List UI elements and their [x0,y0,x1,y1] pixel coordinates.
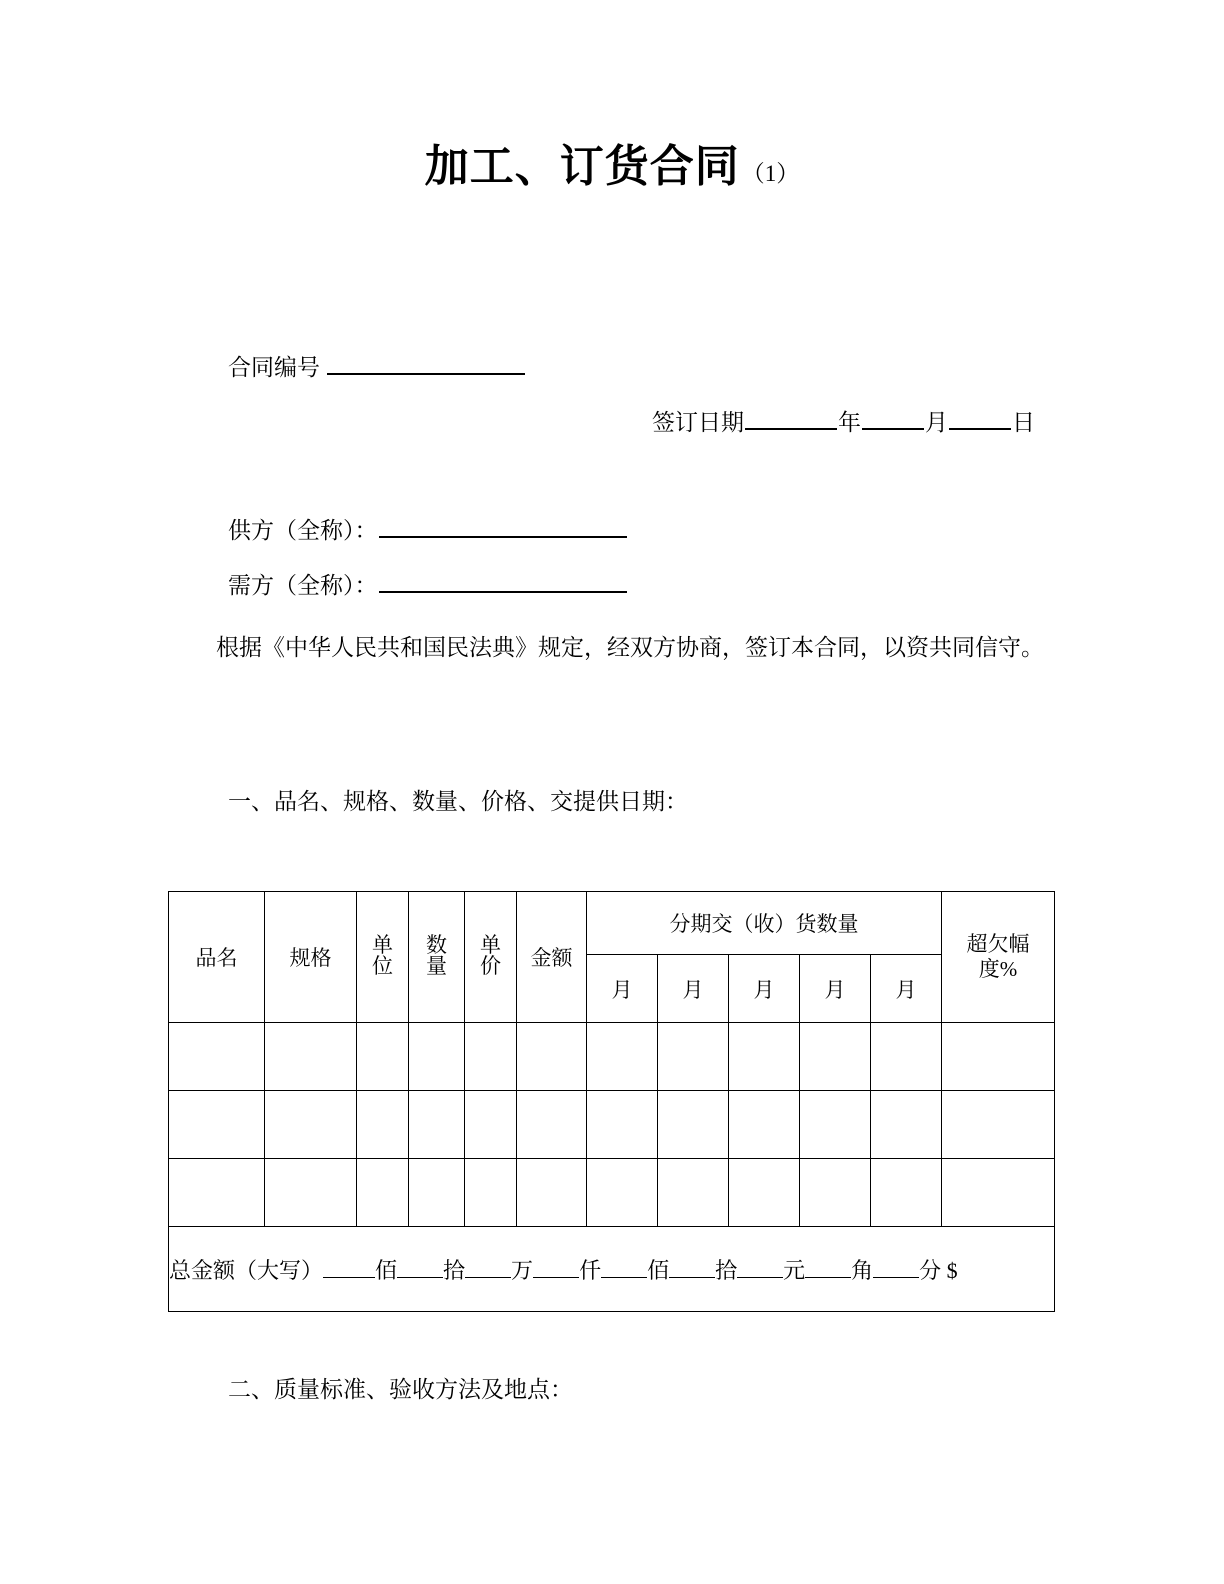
page-title-suffix: （1） [741,161,800,186]
table-total-row [169,1227,1055,1312]
buyer-name-field[interactable] [379,571,627,593]
total-field-bai-1[interactable] [323,1259,375,1278]
cell-month-2[interactable] [658,1159,729,1227]
month-unit-label: 月 [925,410,948,435]
page-title-main: 加工、订货合同 [424,141,740,192]
contract-preamble-paragraph: 根据《中华人民共和国民法典》规定，经双方协商，签订本合同，以资共同信守。 [216,635,1044,660]
currency-symbol: $ [946,1257,958,1283]
cell-month-4[interactable] [800,1023,871,1091]
cell-quantity[interactable] [409,1023,465,1091]
supplier-row [228,516,628,545]
supplier-name-field[interactable] [379,516,627,538]
cell-unit[interactable] [357,1159,409,1227]
cell-month-5[interactable] [871,1091,942,1159]
total-unit-yuan: 元 [783,1257,806,1283]
cell-unit-price[interactable] [465,1023,517,1091]
buyer-row [228,571,628,600]
cell-unit[interactable] [357,1091,409,1159]
total-field-wan[interactable] [465,1259,511,1278]
cell-month-5[interactable] [871,1023,942,1091]
header-quantity-char-1: 数 [426,932,447,957]
cell-month-1[interactable] [587,1091,658,1159]
header-quantity [409,892,465,1023]
cell-month-2[interactable] [658,1023,729,1091]
cell-spec[interactable] [265,1023,357,1091]
header-spec: 规格 [265,892,357,1023]
header-month-3: 月 [729,955,800,1023]
cell-spec[interactable] [265,1091,357,1159]
page-title [0,130,1224,194]
header-month-4: 月 [800,955,871,1023]
signing-date-row [652,408,1035,437]
total-unit-shi-1: 拾 [443,1257,466,1283]
buyer-label: 需方（全称）： [228,573,378,598]
total-unit-jiao: 角 [851,1257,874,1283]
header-month-1: 月 [587,955,658,1023]
cell-over-short[interactable] [942,1023,1055,1091]
cell-amount[interactable] [517,1023,587,1091]
header-unit-price-char-2: 价 [480,954,501,979]
total-unit-fen: 分 [919,1257,942,1283]
signing-date-label: 签订日期 [652,410,744,435]
cell-month-3[interactable] [729,1023,800,1091]
header-amount: 金额 [517,892,587,1023]
signing-day-field[interactable] [949,408,1011,430]
cell-month-1[interactable] [587,1159,658,1227]
table-header-row-group [169,892,1055,955]
total-amount-cell [169,1227,1055,1312]
header-unit-price-char-1: 单 [480,932,501,957]
header-over-short-line-2: 度% [978,956,1018,981]
signing-year-field[interactable] [745,408,837,430]
day-unit-label: 日 [1012,410,1035,435]
header-over-short [942,892,1055,1023]
goods-table [168,891,1055,1312]
cell-month-4[interactable] [800,1091,871,1159]
cell-product-name[interactable] [169,1159,265,1227]
cell-over-short[interactable] [942,1091,1055,1159]
cell-month-4[interactable] [800,1159,871,1227]
header-month-5: 月 [871,955,942,1023]
year-unit-label: 年 [838,410,861,435]
cell-month-5[interactable] [871,1159,942,1227]
cell-product-name[interactable] [169,1023,265,1091]
supplier-label: 供方（全称）： [228,518,378,543]
contract-number-row [228,353,526,382]
total-field-fen[interactable] [873,1259,919,1278]
cell-unit-price[interactable] [465,1159,517,1227]
header-quantity-char-2: 量 [426,954,447,979]
header-over-short-line-1: 超欠幅 [966,932,1030,957]
cell-month-3[interactable] [729,1159,800,1227]
header-month-2: 月 [658,955,729,1023]
section-heading-one: 一、品名、规格、数量、价格、交提供日期： [228,789,688,814]
cell-unit-price[interactable] [465,1091,517,1159]
header-product-name: 品名 [169,892,265,1023]
header-unit-char-1: 单 [372,932,393,957]
contract-number-field[interactable] [327,353,525,375]
cell-quantity[interactable] [409,1159,465,1227]
cell-amount[interactable] [517,1159,587,1227]
total-field-shi-2[interactable] [669,1259,715,1278]
header-unit-char-2: 位 [372,954,393,979]
cell-over-short[interactable] [942,1159,1055,1227]
header-unit-price [465,892,517,1023]
total-unit-bai-1: 佰 [375,1257,398,1283]
cell-month-3[interactable] [729,1091,800,1159]
total-field-shi-1[interactable] [397,1259,443,1278]
total-field-yuan[interactable] [737,1259,783,1278]
table-row [169,1023,1055,1091]
total-field-qian[interactable] [533,1259,579,1278]
cell-amount[interactable] [517,1091,587,1159]
section-heading-two: 二、质量标准、验收方法及地点： [228,1377,573,1402]
total-field-bai-2[interactable] [601,1259,647,1278]
total-field-jiao[interactable] [805,1259,851,1278]
total-unit-bai-2: 佰 [647,1257,670,1283]
cell-unit[interactable] [357,1023,409,1091]
header-installment-group: 分期交（收）货数量 [587,892,942,955]
table-row [169,1091,1055,1159]
table-row [169,1159,1055,1227]
signing-month-field[interactable] [862,408,924,430]
total-amount-label: 总金额（大写） [169,1257,324,1283]
total-unit-shi-2: 拾 [715,1257,738,1283]
cell-product-name[interactable] [169,1091,265,1159]
cell-spec[interactable] [265,1159,357,1227]
header-unit [357,892,409,1023]
contract-number-label: 合同编号 [228,355,320,380]
cell-quantity[interactable] [409,1091,465,1159]
total-unit-qian: 仟 [579,1257,602,1283]
cell-month-2[interactable] [658,1091,729,1159]
cell-month-1[interactable] [587,1023,658,1091]
total-unit-wan: 万 [511,1257,534,1283]
